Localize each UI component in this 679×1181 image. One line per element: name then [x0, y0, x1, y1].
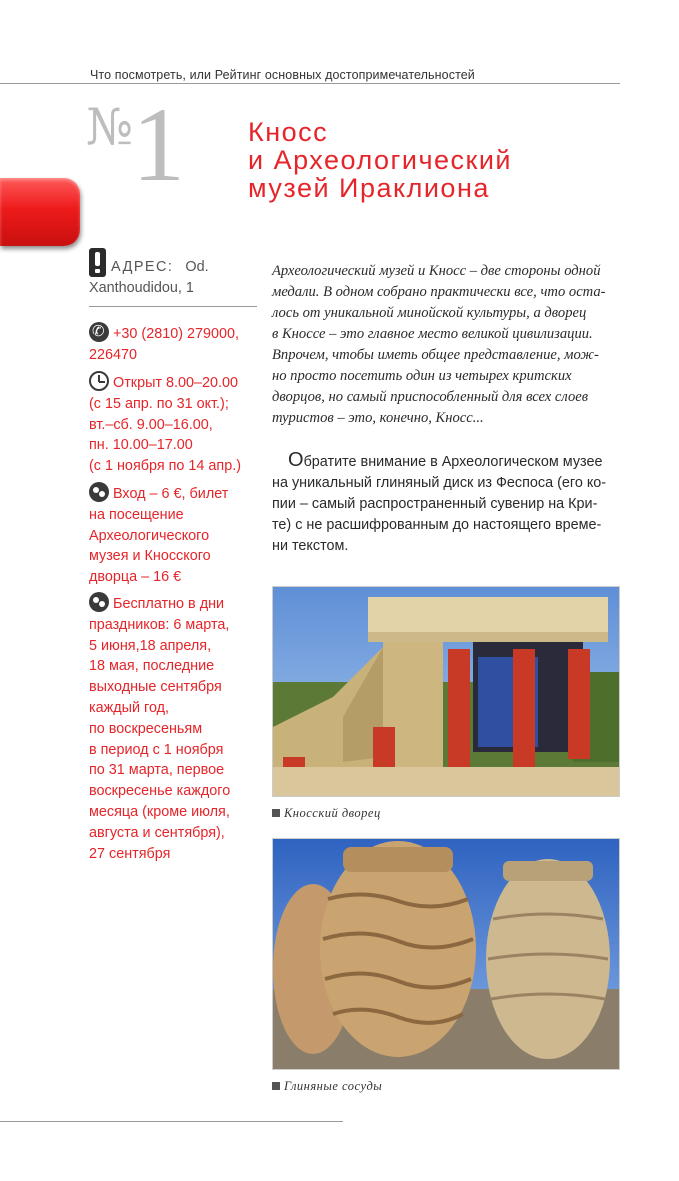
title-line: Кносс — [248, 117, 329, 147]
caption-square-icon — [272, 809, 280, 817]
phone-block — [89, 322, 257, 366]
free-line: августа и сентября), — [89, 824, 225, 841]
free-line: месяца (кроме июля, — [89, 803, 230, 820]
drop-letter: О — [288, 449, 304, 471]
intro-line: Археологический музей и Кносс – две стороны одной — [272, 263, 601, 279]
phone-icon — [89, 322, 109, 342]
body-line: те) с не расшифрованным до настоящего време- — [272, 517, 602, 533]
hours-line: вт.–сб. 9.00–16.00, — [89, 416, 213, 433]
clay-vessels-illustration — [273, 839, 620, 1070]
address-label: АДРЕС: — [111, 259, 174, 275]
hours-line: (с 1 ноября по 14 апр.) — [89, 458, 241, 475]
photo-caption — [272, 1079, 382, 1094]
free-line: выходные сентября — [89, 679, 222, 696]
intro-line: Впрочем, чтобы иметь общее представление, мож- — [272, 347, 599, 363]
phone-line: +30 (2810) 279000, — [113, 326, 240, 342]
phone-line: 226470 — [89, 346, 138, 363]
intro-line: но просто посетить один из четырех критских — [272, 368, 572, 384]
hours-line: пн. 10.00–17.00 — [89, 437, 193, 454]
caption-text: Кносский дворец — [284, 806, 381, 820]
address-block — [89, 248, 257, 299]
page-title — [248, 118, 628, 202]
intro-line: туристов – это, конечно, Кносс... — [272, 410, 484, 426]
address-line: Od. — [185, 259, 209, 275]
exclamation-icon — [89, 248, 106, 277]
caption-text: Глиняные сосуды — [284, 1079, 383, 1093]
red-tab-marker — [0, 178, 80, 246]
intro-paragraph — [272, 261, 620, 429]
ticket-icon — [89, 482, 109, 502]
price-block — [89, 482, 257, 588]
free-line: в период с 1 ноября — [89, 741, 224, 758]
address-line: Xanthoudidou, 1 — [89, 279, 194, 296]
free-line: Бесплатно в дни — [113, 596, 225, 612]
free-entry-block — [89, 592, 257, 864]
free-line: 27 сентября — [89, 845, 171, 862]
caption-square-icon — [272, 1082, 280, 1090]
free-line: 5 июня,18 апреля, — [89, 637, 212, 654]
price-line: Археологического — [89, 527, 210, 544]
price-line: на посещение — [89, 506, 184, 523]
price-line: дворца – 16 € — [89, 569, 182, 586]
body-line: пии – самый распространенный сувенир на Кри- — [272, 496, 598, 512]
knossos-palace-photo — [272, 586, 620, 797]
free-line: 18 мая, последние — [89, 658, 215, 675]
number-sign: № — [86, 98, 132, 156]
intro-line: лось от уникальной минойской культуры, а дворец — [272, 305, 587, 321]
running-header: Что посмотреть, или Рейтинг основных достопримечательностей — [90, 68, 475, 82]
hours-block — [89, 371, 257, 477]
free-line: праздников: 6 марта, — [89, 616, 230, 633]
body-paragraph — [272, 450, 620, 557]
clock-icon — [89, 371, 109, 391]
knossos-palace-illustration — [273, 587, 620, 797]
info-divider — [89, 306, 257, 307]
hours-line: Открыт 8.00–20.00 — [113, 375, 239, 391]
footer-rule — [0, 1121, 343, 1122]
body-line: братите внимание в Археологическом музее — [303, 454, 603, 470]
clay-vessels-photo — [272, 838, 620, 1070]
price-line: Вход – 6 €, билет — [113, 486, 229, 502]
title-line: и Археологический — [248, 145, 513, 175]
ticket-icon — [89, 592, 109, 612]
rank-number: 1 — [132, 86, 185, 203]
hours-line: (с 15 апр. по 31 окт.); — [89, 395, 229, 412]
body-line: ни текстом. — [272, 538, 349, 554]
photo-caption — [272, 806, 381, 821]
header-rule — [0, 83, 620, 84]
title-line: музей Ираклиона — [248, 173, 490, 203]
free-line: воскресенье каждого — [89, 783, 231, 800]
body-line: на уникальный глиняный диск из Феспоса (его ко- — [272, 475, 607, 491]
intro-line: медали. В одном собрано практически все, что оста- — [272, 284, 606, 300]
price-line: музея и Кносского — [89, 548, 211, 565]
free-line: каждый год, — [89, 699, 170, 716]
intro-line: дворцов, но самый приспособленный для всех слоев — [272, 389, 589, 405]
intro-line: в Кноссе – это главное место великой цивилизации. — [272, 326, 593, 342]
free-line: по воскресеньям — [89, 720, 203, 737]
free-line: по 31 марта, первое — [89, 762, 225, 779]
